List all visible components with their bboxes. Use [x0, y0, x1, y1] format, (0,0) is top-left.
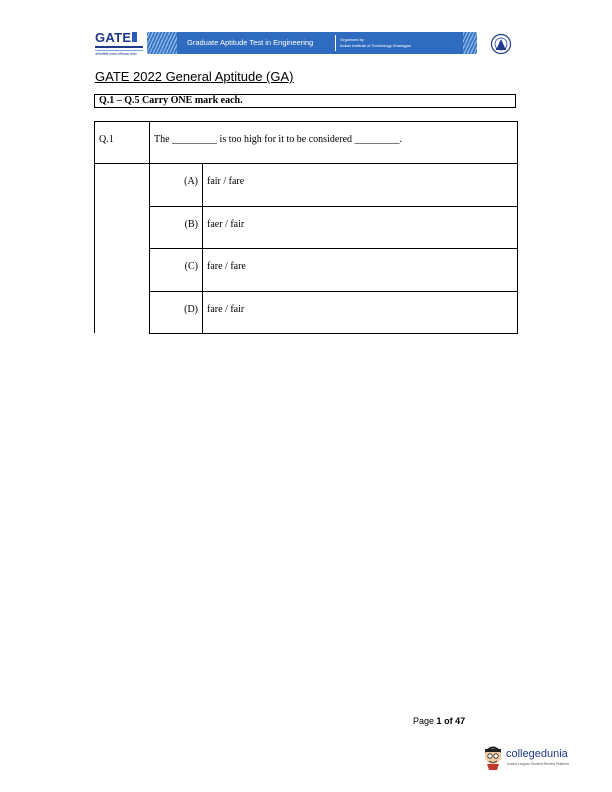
mascot-icon — [482, 744, 504, 770]
question-number: Q.1 — [95, 122, 150, 164]
brand-name: collegedunia — [506, 748, 568, 760]
banner-title: Graduate Aptitude Test in Engineering — [187, 38, 314, 47]
option-text: fare / fair — [203, 291, 518, 333]
option-text: fair / fare — [203, 164, 518, 206]
section-title: GATE 2022 General Aptitude (GA) — [95, 69, 294, 84]
page-number — [413, 716, 465, 726]
option-row-a — [95, 164, 518, 206]
iit-emblem-icon — [490, 33, 512, 55]
option-text: faer / fair — [203, 206, 518, 248]
gate-logo-subtext: अभियांत्रिकी स्नातक अभिक्षमता परीक्षा — [95, 52, 137, 56]
brand-tagline: India's Largest Student Review Platform — [507, 762, 570, 766]
option-row-b — [95, 206, 518, 248]
option-label: (B) — [150, 206, 203, 248]
page-total: 47 — [455, 716, 466, 726]
page-of: of — [444, 716, 453, 726]
header-banner — [147, 32, 477, 54]
gate-logo — [95, 30, 145, 58]
option-label: (A) — [150, 164, 203, 206]
option-row-d — [95, 291, 518, 333]
question-row — [95, 122, 518, 164]
page-prefix: Page — [413, 716, 435, 726]
option-row-c — [95, 249, 518, 291]
marks-heading: Q.1 – Q.5 Carry ONE mark each. — [99, 95, 243, 106]
question-table — [94, 121, 518, 334]
collegedunia-logo — [482, 744, 574, 774]
marks-heading-box — [94, 94, 516, 108]
question-text: The _________ is too high for it to be considered _________. — [150, 122, 518, 164]
option-label: (C) — [150, 249, 203, 291]
option-text: fare / fare — [203, 249, 518, 291]
option-label: (D) — [150, 291, 203, 333]
organised-label: Organised by — [340, 37, 364, 42]
organiser-name: Indian Institute of Technology Kharagpur — [340, 43, 412, 48]
gate-logo-text: GATE — [95, 30, 132, 45]
page-current: 1 — [436, 716, 442, 726]
